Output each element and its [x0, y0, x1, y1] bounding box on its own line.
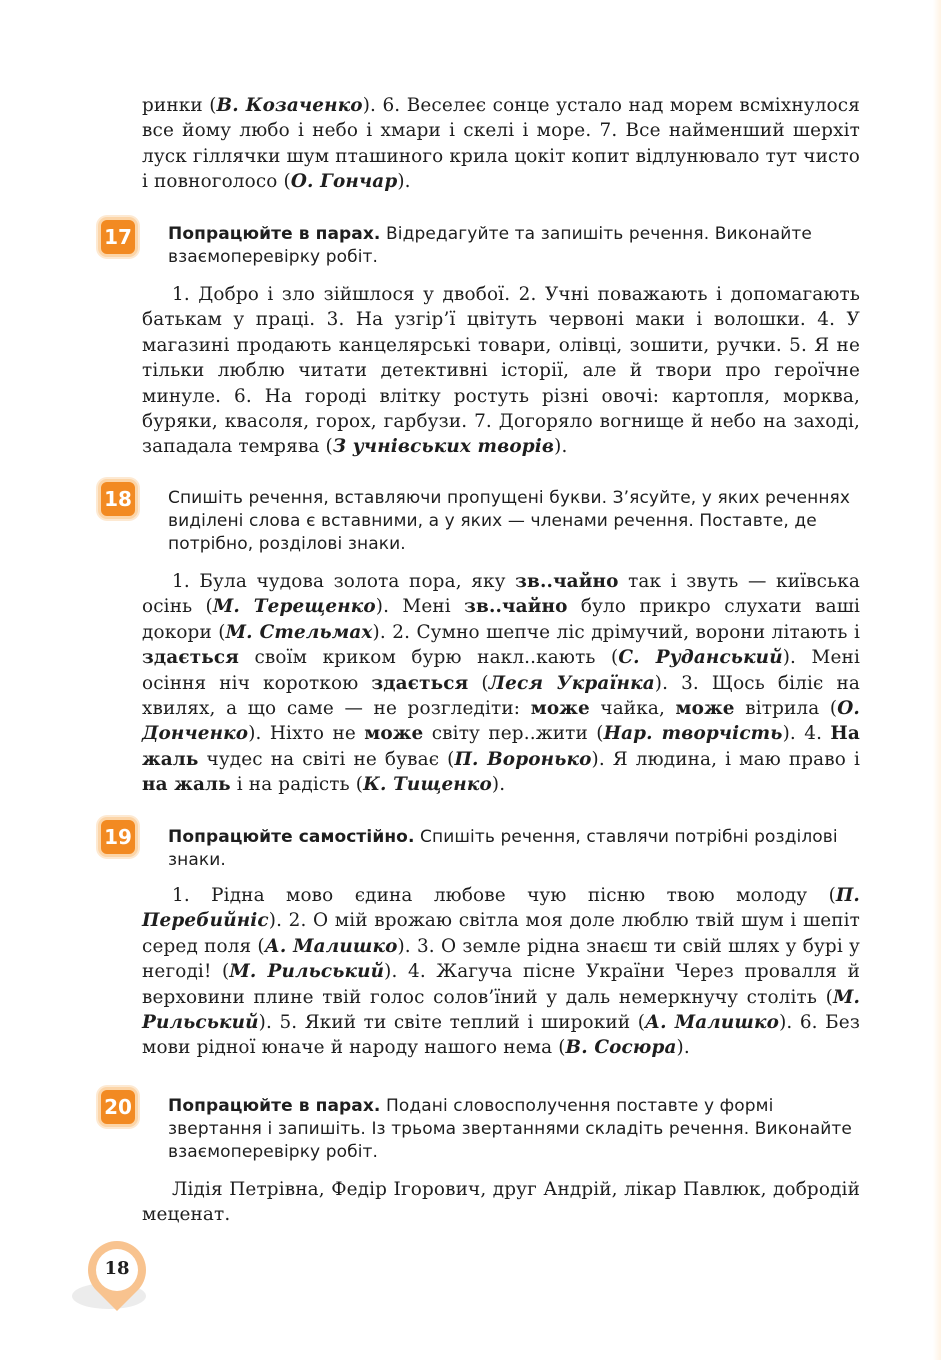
task-lead: Попрацюйте в парах.: [168, 224, 381, 244]
author-citation: А. Малишко: [645, 1012, 780, 1034]
author-citation: М. Рильський: [142, 986, 860, 1034]
page-edge-stripe: [933, 0, 941, 1360]
exercise-18-instruction: Спишіть речення, вставляючи пропущені букви. З’ясуйте, у яких реченнях виділені слова є вставними, а у яких — членами речення. Поставте, де потрібно, розділові знаки.: [168, 488, 851, 554]
source-citation: З учнівських творів: [332, 436, 555, 458]
exercise-20-phrases: Лідія Петрівна, Федір Ігорович, друг Андрій, лікар Павлюк, добродій меценат.: [142, 1179, 860, 1226]
author-citation: Леся Українка: [488, 672, 655, 694]
page-number: 18: [104, 1258, 130, 1279]
author-citation: К. Тищенко: [363, 774, 492, 796]
highlighted-word: на жаль: [142, 774, 231, 796]
exercise-19-instruction: Попрацюйте самостійно. Спишіть речення, ставлячи потрібні розділові знаки.: [168, 827, 838, 870]
exercise-19-number-badge: 19: [98, 817, 138, 857]
highlighted-word: На жаль: [142, 723, 860, 770]
exercise-17-instruction: Попрацюйте в парах. Відредагуйте та запишіть речення. Виконайте взаємоперевірку робіт.: [168, 224, 812, 267]
author-citation: О. Гончар: [290, 171, 398, 193]
exercise-19-text: [142, 883, 860, 1061]
author-citation: Нар. творчість: [603, 723, 783, 745]
highlighted-word: може: [364, 723, 424, 745]
author-citation: С. Руданський: [618, 647, 783, 669]
author-citation: П. Воронько: [454, 748, 592, 770]
task-lead: Попрацюйте в парах.: [168, 1096, 381, 1116]
exercise-17-text: [142, 282, 860, 460]
author-citation: А. Малишко: [264, 935, 398, 957]
exercise-19-sentences: 1. Рідна мово єдина любове чую пісню твою молоду (П. Перебийніс). 2. О мій врожаю світла моя доле люблю твій шум і шепіт серед поля (А. Малишко). 3. О земле рідна знаєш ти свій шлях у бурі у негоді! (М. Рильський). 4. Жагуча пісне України Через провалля й верховини плине твій голос солов’їний у даль немеркнучу століть (М. Рильський). 5. Який ти світе теплий і широкий (А. Малишко). 6. Без мови рідної юначе й народу нашого нема (В. Сосюра).: [142, 885, 861, 1059]
author-citation: М. Терещенко: [212, 596, 376, 618]
exercise-18-text: [142, 569, 860, 798]
exercise-20-instruction: Попрацюйте в парах. Подані словосполучення поставте у формі звертання і запишіть. Із трьома звертаннями складіть речення. Виконайте взаємоперевірку робіт.: [168, 1096, 852, 1162]
exercise-20-number-badge: 20: [98, 1087, 138, 1127]
author-citation: О. Донченко: [142, 698, 860, 745]
author-citation: М. Стельмах: [225, 621, 373, 643]
highlighted-word: може: [675, 698, 735, 720]
task-lead: Попрацюйте самостійно.: [168, 827, 415, 847]
highlighted-word: зв..чайно: [464, 596, 568, 618]
exercise-20-text: [142, 1177, 860, 1228]
exercise-17-sentences: 1. Добро і зло зійшлося у двобої. 2. Учні поважають і допомагають батькам у праці. 3. На узгір’ї цвітуть червоні маки і волошки. 4. У магазині продають канцелярські товари, олівці, зошити, ручки. 5. Я не тільки люблю читати детективні історії, але й твори про героїчне минуле. 6. На городі влітку ростуть різні овочі: картопля, морква, буряки, квасоля, горох, гарбузи. 7. Догоряло вогнище й небо на заході, западала темрява (З учнівських творів).: [142, 284, 860, 458]
continuation-paragraph: [142, 93, 860, 195]
highlighted-word: може: [530, 698, 590, 720]
continuation-text: ринки (В. Козаченко). 6. Веселеє сонце устало над морем всміхнулося все йому любо і небо і хмари і скелі і море. 7. Все найменший шерхіт луск гіллячки шум пташиного крила цокіт копит відлунювало тут чисто і повноголосо (О. Гончар).: [142, 95, 860, 193]
exercise-18-sentences: 1. Була чудова золота пора, яку зв..чайно так і звуть — київська осінь (М. Терещенко). Мені зв..чайно було прикро слухати ваші докори (М. Стельмах). 2. Сумно шепче ліс дрімучий, ворони літають і здається своїм криком бурю накл..кають (С. Руданський). Мені осіння ніч короткою здається (Леся Українка). 3. Щось біліє на хвилях, а що саме — не розгледіти: може чайка, може вітрила (О. Донченко). Ніхто не може світу пер..жити (Нар. творчість). 4. На жаль чудес на світі не буває (П. Воронько). Я людина, і маю право і на жаль і на радість (К. Тищенко).: [142, 571, 861, 796]
exercise-17-number-badge: 17: [98, 217, 138, 257]
author-citation: М. Рильський: [229, 961, 385, 983]
highlighted-word: здається: [142, 647, 239, 669]
exercise-18-number-badge: 18: [98, 479, 138, 519]
highlighted-word: здається: [371, 672, 469, 694]
author-citation: П. Перебийніс: [142, 885, 860, 932]
author-citation: В. Козаченко: [216, 95, 363, 116]
highlighted-word: зв..чайно: [515, 571, 619, 592]
author-citation: В. Сосюра: [565, 1037, 677, 1059]
